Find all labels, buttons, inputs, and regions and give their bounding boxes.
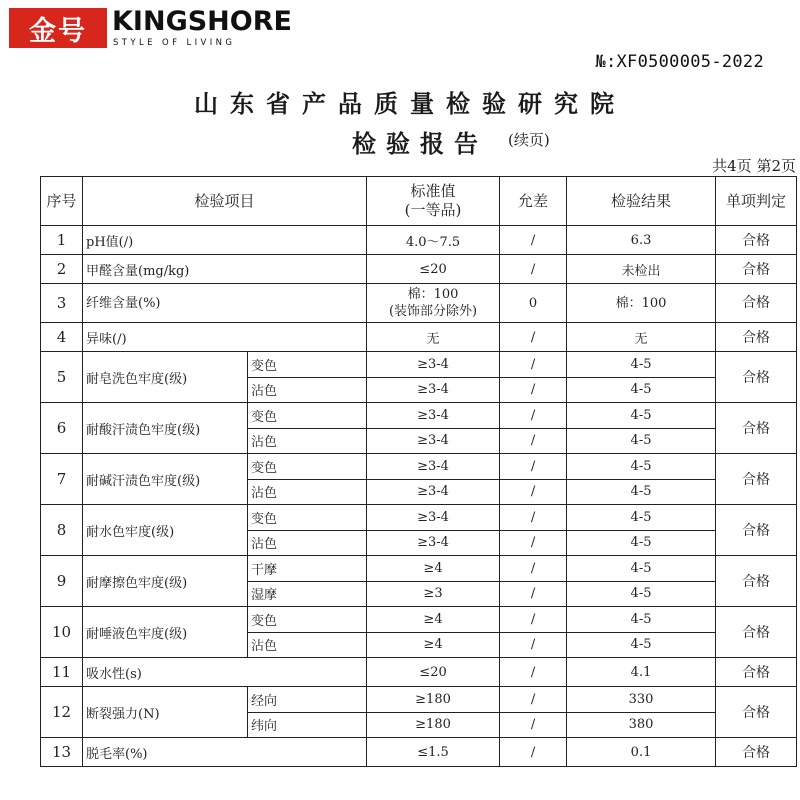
- cell-tolerance: /: [500, 556, 567, 582]
- report-title: 检验报告: [352, 130, 488, 158]
- cell-result: 6.3: [567, 226, 716, 255]
- cell-subitem: 变色: [248, 403, 367, 429]
- cell-seq: 10: [41, 607, 83, 658]
- cell-verdict: 合格: [716, 607, 797, 658]
- cell-result: 4-5: [567, 505, 716, 531]
- cell-standard: ≥3-4: [367, 454, 500, 480]
- cell-result: 4-5: [567, 352, 716, 378]
- cell-standard: ≥3-4: [367, 377, 500, 403]
- cell-verdict: 合格: [716, 738, 797, 767]
- cell-tolerance: /: [500, 712, 567, 738]
- table-row: [41, 658, 797, 687]
- cell-seq: 6: [41, 403, 83, 454]
- cell-verdict: 合格: [716, 505, 797, 556]
- cell-seq: 8: [41, 505, 83, 556]
- cell-seq: 1: [41, 226, 83, 255]
- cell-verdict: 合格: [716, 556, 797, 607]
- cell-tolerance: /: [500, 632, 567, 658]
- cell-subitem: 湿摩: [248, 581, 367, 607]
- cell-standard: 无: [367, 323, 500, 352]
- cell-standard: ≥180: [367, 712, 500, 738]
- brand-name: KINGSHORE: [112, 6, 292, 37]
- cell-result: 4-5: [567, 556, 716, 582]
- cell-verdict: 合格: [716, 323, 797, 352]
- header-seq: 序号: [41, 177, 83, 226]
- cell-standard: 棉：100 (装饰部分除外): [367, 284, 500, 323]
- cell-item: 耐水色牢度(级): [83, 505, 248, 556]
- header-standard: 标准值 (一等品): [367, 177, 500, 226]
- header-verdict: 单项判定: [716, 177, 797, 226]
- cell-result: 未检出: [567, 255, 716, 284]
- cell-standard: ≥3-4: [367, 530, 500, 556]
- cell-result: 4-5: [567, 581, 716, 607]
- cell-seq: 11: [41, 658, 83, 687]
- cell-standard: ≤20: [367, 658, 500, 687]
- cell-subitem: 变色: [248, 352, 367, 378]
- cell-tolerance: /: [500, 428, 567, 454]
- cell-tolerance: /: [500, 658, 567, 687]
- cell-item: 断裂强力(N): [83, 687, 248, 738]
- cell-seq: 3: [41, 284, 83, 323]
- cell-result: 4-5: [567, 377, 716, 403]
- cell-standard: ≥3-4: [367, 352, 500, 378]
- cell-verdict: 合格: [716, 687, 797, 738]
- cell-standard: ≤20: [367, 255, 500, 284]
- table-row: [41, 505, 797, 531]
- table-row: [41, 454, 797, 480]
- cell-item: 耐酸汗渍色牢度(级): [83, 403, 248, 454]
- cell-tolerance: /: [500, 226, 567, 255]
- cell-item: 耐唾液色牢度(级): [83, 607, 248, 658]
- cell-subitem: 变色: [248, 505, 367, 531]
- cell-standard: ≥3-4: [367, 479, 500, 505]
- cell-verdict: 合格: [716, 255, 797, 284]
- cell-subitem: 变色: [248, 454, 367, 480]
- cell-result: 无: [567, 323, 716, 352]
- cell-subitem: 沾色: [248, 632, 367, 658]
- cell-verdict: 合格: [716, 403, 797, 454]
- table-row: [41, 255, 797, 284]
- cell-result: 4-5: [567, 607, 716, 633]
- brand-tagline: STYLE OF LIVING: [113, 38, 236, 48]
- cell-standard: ≥3-4: [367, 403, 500, 429]
- cell-subitem: 纬向: [248, 712, 367, 738]
- cell-seq: 13: [41, 738, 83, 767]
- cell-result: 4-5: [567, 632, 716, 658]
- cell-tolerance: /: [500, 255, 567, 284]
- cell-tolerance: /: [500, 581, 567, 607]
- cell-tolerance: /: [500, 479, 567, 505]
- cell-subitem: 沾色: [248, 428, 367, 454]
- cell-item: 耐皂洗色牢度(级): [83, 352, 248, 403]
- cell-result: 330: [567, 687, 716, 713]
- report-number: №:XF0500005-2022: [595, 52, 764, 72]
- cell-standard: ≥180: [367, 687, 500, 713]
- cell-result: 4-5: [567, 479, 716, 505]
- cell-verdict: 合格: [716, 226, 797, 255]
- cell-standard: ≥3-4: [367, 428, 500, 454]
- cell-tolerance: 0: [500, 284, 567, 323]
- cell-subitem: 干摩: [248, 556, 367, 582]
- header-item: 检验项目: [83, 177, 367, 226]
- cell-seq: 4: [41, 323, 83, 352]
- cell-tolerance: /: [500, 352, 567, 378]
- cell-result: 棉：100: [567, 284, 716, 323]
- table-row: [41, 556, 797, 582]
- cell-item: 耐碱汗渍色牢度(级): [83, 454, 248, 505]
- cell-seq: 12: [41, 687, 83, 738]
- cell-subitem: 变色: [248, 607, 367, 633]
- table-row: [41, 323, 797, 352]
- cell-tolerance: /: [500, 323, 567, 352]
- cell-subitem: 沾色: [248, 479, 367, 505]
- cell-seq: 9: [41, 556, 83, 607]
- table-row: [41, 738, 797, 767]
- header-result: 检验结果: [567, 177, 716, 226]
- cell-tolerance: /: [500, 607, 567, 633]
- cell-tolerance: /: [500, 377, 567, 403]
- cell-standard: ≥4: [367, 556, 500, 582]
- cell-verdict: 合格: [716, 658, 797, 687]
- cell-tolerance: /: [500, 530, 567, 556]
- institute-name: 山东省产品质量检验研究院: [194, 90, 626, 118]
- cell-tolerance: /: [500, 687, 567, 713]
- page-count: 共4页 第2页: [712, 157, 796, 175]
- brand-logo-cn: 金号: [9, 8, 107, 48]
- table-row: [41, 687, 797, 713]
- cell-standard: ≥3: [367, 581, 500, 607]
- report-title-suffix: (续页): [508, 131, 550, 149]
- cell-standard: ≥4: [367, 632, 500, 658]
- cell-item: 纤维含量(%): [83, 284, 367, 323]
- table-header-row: [41, 177, 797, 226]
- cell-verdict: 合格: [716, 352, 797, 403]
- cell-result: 0.1: [567, 738, 716, 767]
- header-tolerance: 允差: [500, 177, 567, 226]
- cell-tolerance: /: [500, 738, 567, 767]
- cell-result: 4-5: [567, 454, 716, 480]
- cell-verdict: 合格: [716, 284, 797, 323]
- cell-item: 脱毛率(%): [83, 738, 367, 767]
- cell-result: 4.1: [567, 658, 716, 687]
- cell-standard: ≥4: [367, 607, 500, 633]
- cell-result: 4-5: [567, 428, 716, 454]
- table-row: [41, 352, 797, 378]
- cell-item: 甲醛含量(mg/kg): [83, 255, 367, 284]
- cell-seq: 2: [41, 255, 83, 284]
- table-row: [41, 284, 797, 323]
- cell-standard: ≤1.5: [367, 738, 500, 767]
- cell-tolerance: /: [500, 403, 567, 429]
- cell-result: 4-5: [567, 530, 716, 556]
- cell-item: pH值(/): [83, 226, 367, 255]
- cell-subitem: 沾色: [248, 377, 367, 403]
- cell-verdict: 合格: [716, 454, 797, 505]
- cell-seq: 5: [41, 352, 83, 403]
- inspection-table: [40, 176, 797, 767]
- cell-standard: 4.0～7.5: [367, 226, 500, 255]
- cell-result: 4-5: [567, 403, 716, 429]
- table-row: [41, 403, 797, 429]
- cell-tolerance: /: [500, 505, 567, 531]
- table-row: [41, 607, 797, 633]
- cell-subitem: 沾色: [248, 530, 367, 556]
- cell-standard: ≥3-4: [367, 505, 500, 531]
- cell-item: 异味(/): [83, 323, 367, 352]
- cell-seq: 7: [41, 454, 83, 505]
- cell-item: 耐摩擦色牢度(级): [83, 556, 248, 607]
- cell-item: 吸水性(s): [83, 658, 367, 687]
- table-row: [41, 226, 797, 255]
- cell-tolerance: /: [500, 454, 567, 480]
- cell-result: 380: [567, 712, 716, 738]
- cell-subitem: 经向: [248, 687, 367, 713]
